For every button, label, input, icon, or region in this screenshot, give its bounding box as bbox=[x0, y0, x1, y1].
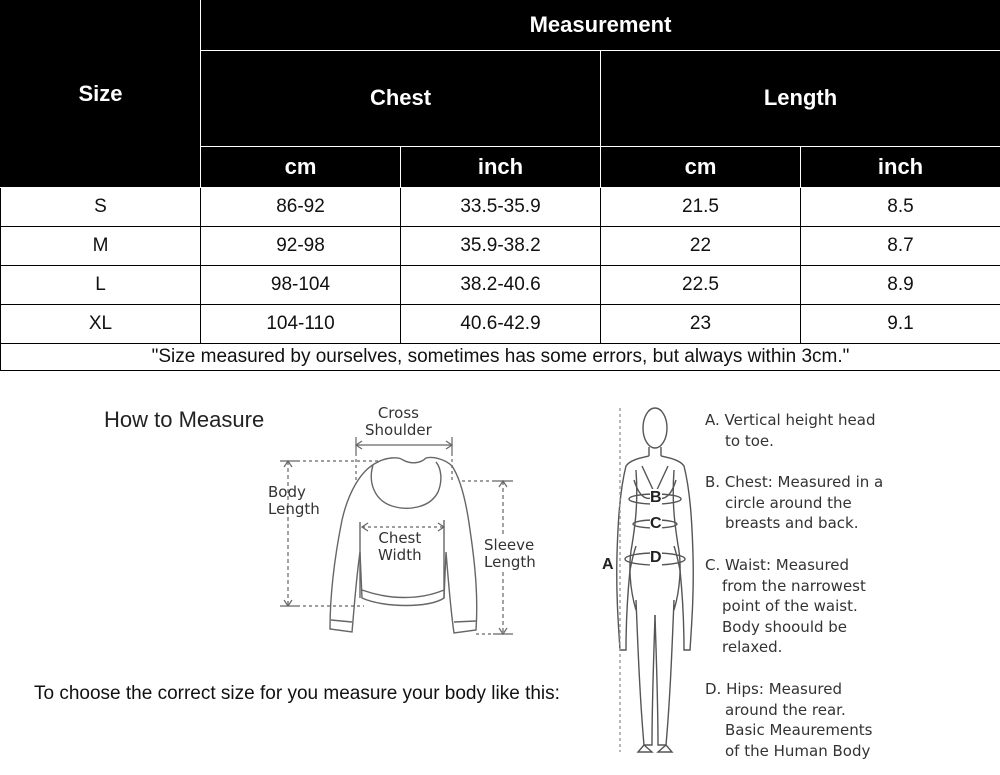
cross-shoulder-label: Cross Shoulder bbox=[365, 404, 432, 439]
description-a: A. Vertical height head to toe. bbox=[705, 411, 876, 450]
measurement-note: "Size measured by ourselves, sometimes has some errors, but always within 3cm." bbox=[1, 344, 1000, 371]
body-label-d: D bbox=[650, 549, 662, 566]
size-cell: S bbox=[1, 188, 201, 227]
length-inch-cell: 9.1 bbox=[801, 305, 1000, 344]
size-cell: M bbox=[1, 227, 201, 266]
unit-header-chest-inch: inch bbox=[401, 146, 601, 187]
chest-width-label: Chest Width bbox=[378, 529, 422, 564]
description-c: C. Waist: Measured from the narrowest point of the waist. Body shoould be relaxed. bbox=[705, 556, 866, 656]
length-inch-cell: 8.7 bbox=[801, 227, 1000, 266]
body-length-label: Body Length bbox=[268, 483, 320, 518]
length-cm-cell: 22 bbox=[601, 227, 801, 266]
body-label-c: C bbox=[650, 515, 662, 532]
unit-header-length-inch: inch bbox=[801, 146, 1000, 187]
description-d: D. Hips: Measured around the rear. Basic Meaurements of the Human Body bbox=[705, 680, 873, 760]
chest-cm-cell: 86-92 bbox=[201, 188, 401, 227]
chest-inch-cell: 38.2-40.6 bbox=[401, 266, 601, 305]
sleeve-length-label: Sleeve Length bbox=[484, 536, 536, 571]
length-cm-cell: 23 bbox=[601, 305, 801, 344]
unit-header-length-cm: cm bbox=[601, 146, 801, 187]
chest-inch-cell: 35.9-38.2 bbox=[401, 227, 601, 266]
length-inch-cell: 8.9 bbox=[801, 266, 1000, 305]
chest-inch-cell: 33.5-35.9 bbox=[401, 188, 601, 227]
human-figure bbox=[617, 408, 694, 752]
length-cm-cell: 21.5 bbox=[601, 188, 801, 227]
description-b: B. Chest: Measured in a circle around the breasts and back. bbox=[705, 473, 884, 532]
chest-header: Chest bbox=[201, 50, 601, 146]
body-label-b: B bbox=[650, 489, 662, 506]
length-cm-cell: 22.5 bbox=[601, 266, 801, 305]
chest-cm-cell: 104-110 bbox=[201, 305, 401, 344]
chest-cm-cell: 98-104 bbox=[201, 266, 401, 305]
size-cell: L bbox=[1, 266, 201, 305]
measurement-header: Measurement bbox=[201, 1, 1000, 51]
length-header: Length bbox=[601, 50, 1000, 146]
unit-header-chest-cm: cm bbox=[201, 146, 401, 187]
size-header: Size bbox=[1, 1, 201, 188]
length-inch-cell: 8.5 bbox=[801, 188, 1000, 227]
measure-instruction: To choose the correct size for you measure your body like this: bbox=[34, 683, 560, 704]
chest-cm-cell: 92-98 bbox=[201, 227, 401, 266]
how-to-measure-title: How to Measure bbox=[104, 407, 265, 432]
size-cell: XL bbox=[1, 305, 201, 344]
chest-inch-cell: 40.6-42.9 bbox=[401, 305, 601, 344]
body-label-a: A bbox=[602, 556, 614, 573]
